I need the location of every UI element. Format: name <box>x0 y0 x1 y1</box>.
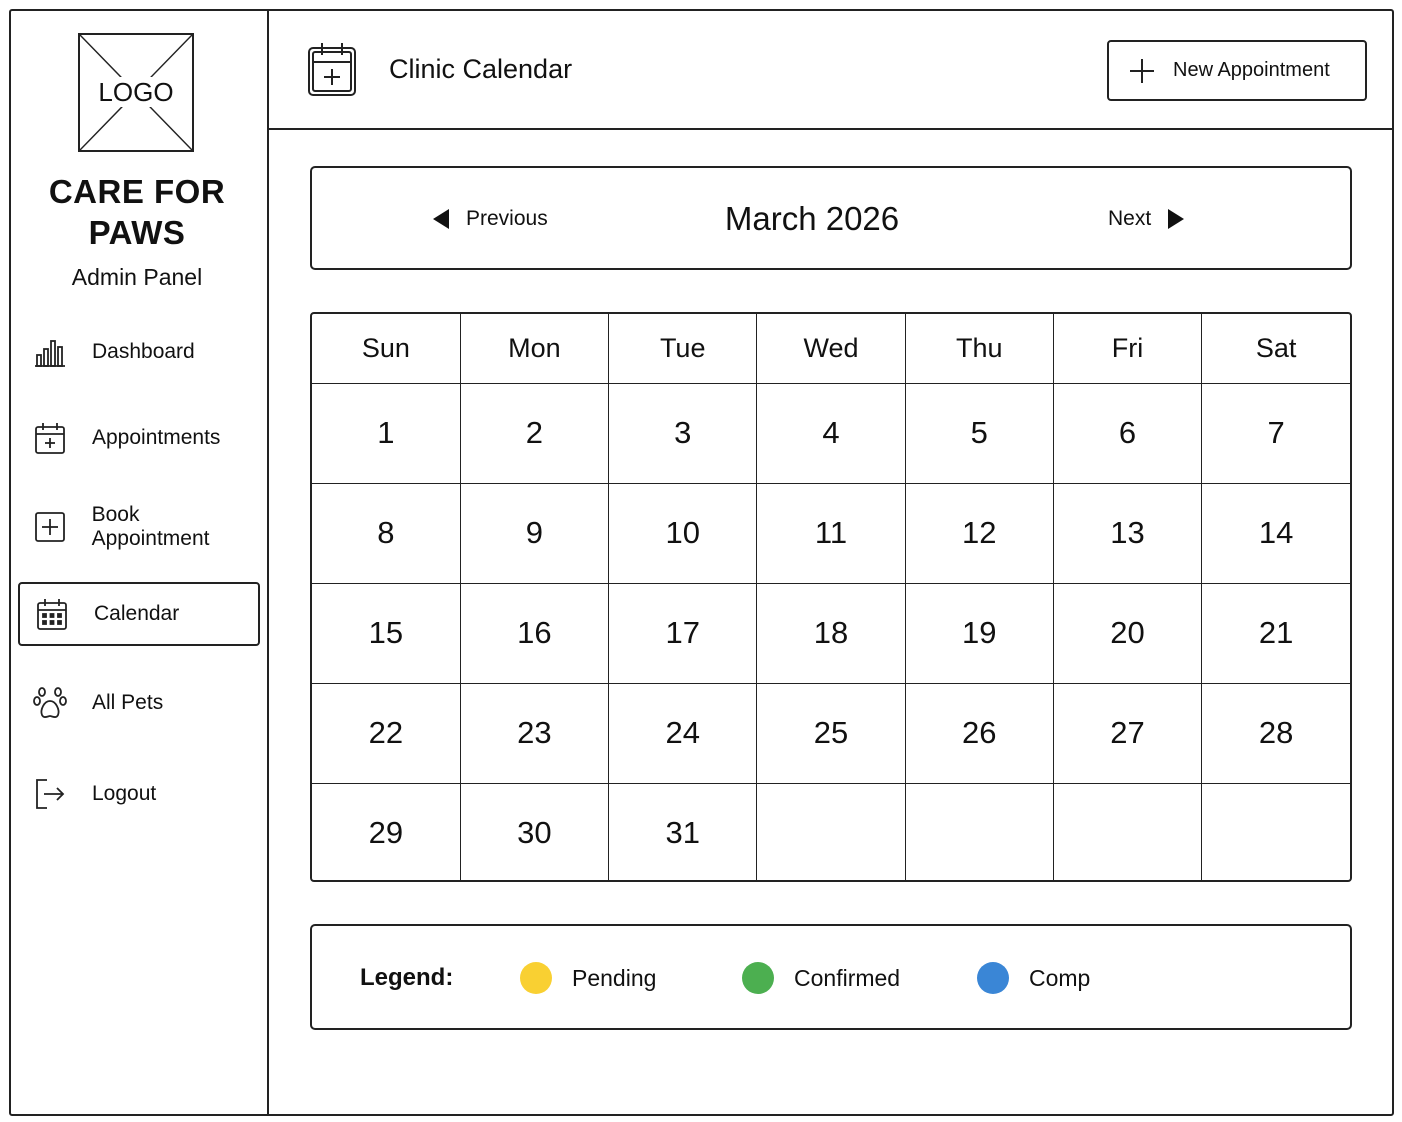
calendar-day-cell[interactable]: 14 <box>1202 483 1350 583</box>
calendar-grid <box>310 312 1352 882</box>
calendar-day-cell[interactable]: 6 <box>1053 383 1201 483</box>
calendar-week-row <box>312 683 1350 783</box>
new-appointment-button[interactable] <box>1107 40 1367 101</box>
calendar-day-cell[interactable]: 28 <box>1202 683 1350 783</box>
brand-line-2: PAWS <box>88 214 186 251</box>
calendar-day-cell[interactable]: 30 <box>460 783 608 882</box>
calendar-day-cell[interactable]: 31 <box>609 783 757 882</box>
calendar-day-cell[interactable]: 25 <box>757 683 905 783</box>
logo-placeholder <box>78 33 194 152</box>
sidebar-item-book-appointment[interactable] <box>18 495 260 559</box>
calendar-day-cell[interactable]: 18 <box>757 583 905 683</box>
calendar-week-row <box>312 483 1350 583</box>
calendar-day-cell[interactable]: 17 <box>609 583 757 683</box>
calendar-day-cell[interactable]: 12 <box>905 483 1053 583</box>
plus-icon <box>1129 58 1155 84</box>
legend-label: Pending <box>572 964 657 991</box>
sidebar-item-appointments[interactable] <box>18 406 260 470</box>
legend-label: Confirmed <box>794 964 901 991</box>
legend-item-confirmed <box>742 961 900 995</box>
calendar-day-cell[interactable]: 24 <box>609 683 757 783</box>
calendar-day-cell[interactable]: 16 <box>460 583 608 683</box>
calendar-week-row <box>312 583 1350 683</box>
plus-square-icon <box>32 509 68 545</box>
bar-chart-icon <box>32 334 68 370</box>
sidebar-item-label: Appointments <box>92 426 221 449</box>
calendar-day-cell[interactable]: 22 <box>312 683 460 783</box>
sidebar-item-label: Book Appointment <box>91 503 210 550</box>
calendar-day-cell[interactable]: 21 <box>1202 583 1350 683</box>
confirmed-dot-icon <box>742 962 774 994</box>
calendar-day-cell[interactable]: 1 <box>312 383 460 483</box>
calendar-grid-icon <box>34 596 70 632</box>
calendar-day-cell[interactable]: 5 <box>905 383 1053 483</box>
sidebar-item-calendar[interactable] <box>18 582 260 646</box>
legend-label: Comp <box>1029 964 1091 991</box>
weekday-header: Tue <box>609 314 757 383</box>
calendar-day-cell[interactable]: 26 <box>905 683 1053 783</box>
weekday-header-row <box>312 314 1350 383</box>
next-label: Next <box>1108 207 1152 230</box>
calendar-day-cell[interactable]: 4 <box>757 383 905 483</box>
calendar-empty-cell <box>905 783 1053 882</box>
new-appointment-label: New Appointment <box>1173 59 1330 81</box>
calendar-day-cell[interactable]: 9 <box>460 483 608 583</box>
calendar-day-cell[interactable]: 27 <box>1053 683 1201 783</box>
page-title: Clinic Calendar <box>389 54 573 84</box>
previous-label: Previous <box>466 207 548 230</box>
sidebar-item-logout[interactable] <box>18 762 260 826</box>
pending-dot-icon <box>520 962 552 994</box>
calendar-day-cell[interactable]: 7 <box>1202 383 1350 483</box>
weekday-header: Wed <box>757 314 905 383</box>
next-month-button[interactable] <box>1108 204 1185 234</box>
calendar-day-cell[interactable]: 8 <box>312 483 460 583</box>
legend-item-pending <box>520 961 656 995</box>
calendar-week-row <box>312 783 1350 882</box>
month-title: March 2026 <box>724 200 900 237</box>
sidebar <box>9 9 269 1116</box>
logo-text: LOGO <box>94 77 177 107</box>
calendar-day-cell[interactable]: 15 <box>312 583 460 683</box>
calendar-day-cell[interactable]: 2 <box>460 383 608 483</box>
calendar-empty-cell <box>1053 783 1201 882</box>
status-legend <box>310 924 1352 1030</box>
calendar-plus-icon <box>32 420 68 456</box>
weekday-header: Fri <box>1053 314 1201 383</box>
weekday-header: Thu <box>905 314 1053 383</box>
weekday-header: Sat <box>1202 314 1350 383</box>
calendar-day-cell[interactable]: 10 <box>609 483 757 583</box>
sidebar-item-label: All Pets <box>92 691 164 714</box>
weekday-header: Mon <box>460 314 608 383</box>
triangle-right-icon <box>1167 208 1185 230</box>
brand-line-1: CARE FOR <box>48 173 226 210</box>
calendar-day-cell[interactable]: 13 <box>1053 483 1201 583</box>
calendar-day-cell[interactable]: 19 <box>905 583 1053 683</box>
brand-subtitle: Admin Panel <box>71 264 203 290</box>
calendar-empty-cell <box>757 783 905 882</box>
calendar-day-cell[interactable]: 20 <box>1053 583 1201 683</box>
legend-item-completed <box>977 961 1090 995</box>
calendar-empty-cell <box>1202 783 1350 882</box>
weekday-header: Sun <box>312 314 460 383</box>
completed-dot-icon <box>977 962 1009 994</box>
sidebar-item-dashboard[interactable] <box>18 320 260 384</box>
sidebar-item-label: Dashboard <box>92 340 195 363</box>
month-navigation <box>310 166 1352 270</box>
top-header <box>269 9 1394 130</box>
calendar-day-cell[interactable]: 11 <box>757 483 905 583</box>
calendar-table <box>312 314 1350 882</box>
calendar-day-cell[interactable]: 29 <box>312 783 460 882</box>
sidebar-item-label: Logout <box>92 782 157 805</box>
sidebar-item-label: Calendar <box>94 602 180 625</box>
calendar-week-row <box>312 383 1350 483</box>
paw-icon <box>32 685 68 721</box>
brand-name <box>9 171 265 253</box>
legend-title: Legend: <box>360 964 454 991</box>
calendar-day-cell[interactable]: 23 <box>460 683 608 783</box>
calendar-day-cell[interactable]: 3 <box>609 383 757 483</box>
logout-icon <box>32 776 68 812</box>
sidebar-item-all-pets[interactable] <box>18 671 260 735</box>
calendar-plus-icon <box>307 42 357 97</box>
